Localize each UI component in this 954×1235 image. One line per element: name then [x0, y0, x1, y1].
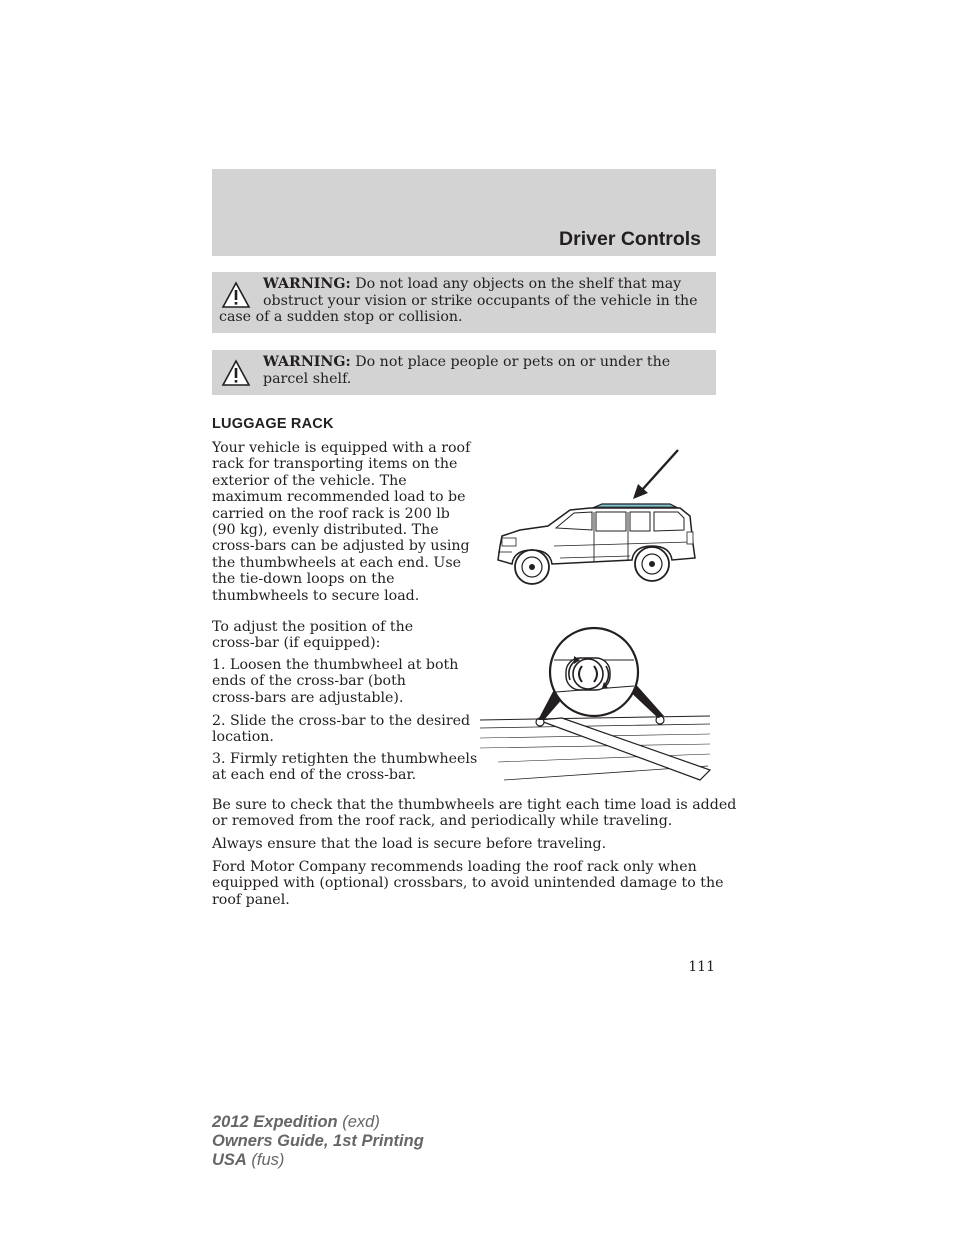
- warning-text: Do not load any objects on the shelf that may obstruct your vision or strike occupants of the vehicle in the case of a sudden stop or collision.: [219, 276, 698, 325]
- secure-paragraph: [212, 836, 606, 852]
- intro-paragraph: [212, 440, 470, 604]
- footer-model: 2012 Expedition: [212, 1113, 338, 1131]
- text-line: ends of the cross-bar (both: [212, 673, 406, 690]
- step-2: [212, 713, 470, 746]
- warning-label: WARNING:: [263, 354, 351, 370]
- text-line: rack for transporting items on the: [212, 456, 458, 473]
- text-line: 1. Loosen the thumbwheel at both: [212, 657, 459, 673]
- warning-triangle-icon: [221, 359, 251, 387]
- text-line: 3. Firmly retighten the thumbwheels: [212, 751, 478, 767]
- footer-market-code: (fus): [246, 1151, 285, 1169]
- text-line: Ford Motor Company recommends loading the roof rack only when: [212, 859, 697, 875]
- footer-guide: Owners Guide, 1st Printing: [212, 1132, 424, 1150]
- text-line: equipped with (optional) crossbars, to avoid unintended damage to the: [212, 875, 724, 892]
- text-line: roof panel.: [212, 891, 290, 908]
- step-3: [212, 751, 477, 784]
- warning-box-shelf: [212, 272, 716, 333]
- text-line: thumbwheels to secure load.: [212, 587, 420, 604]
- text-line: 2. Slide the cross-bar to the desired: [212, 713, 471, 729]
- footer-market: USA: [212, 1151, 247, 1169]
- page-number: 111: [688, 959, 715, 975]
- vehicle-roof-rack-illustration: [490, 446, 710, 594]
- text-line: carried on the roof rack is 200 lb: [212, 505, 450, 522]
- text-line: Your vehicle is equipped with a roof: [212, 440, 471, 456]
- text-line: the tie-down loops on the: [212, 571, 395, 588]
- text-line: exterior of the vehicle. The: [212, 472, 407, 489]
- text-line: the thumbwheels at each end. Use: [212, 554, 462, 571]
- text-line: cross-bar (if equipped):: [212, 635, 381, 652]
- section-heading: LUGGAGE RACK: [212, 416, 334, 432]
- step-1: [212, 657, 458, 706]
- crossbar-thumbwheel-illustration: [478, 620, 714, 784]
- text-line: location.: [212, 729, 274, 746]
- text-line: at each end of the cross-bar.: [212, 767, 417, 784]
- text-line: Always ensure that the load is secure before traveling.: [212, 836, 607, 852]
- text-line: or removed from the roof rack, and periodically while traveling.: [212, 813, 673, 830]
- text-line: cross-bars can be adjusted by using: [212, 538, 470, 555]
- check-paragraph: [212, 797, 736, 830]
- text-line: (90 kg), evenly distributed. The: [212, 522, 439, 539]
- header-band: [212, 169, 716, 256]
- warning-box-parcel-shelf: [212, 350, 716, 395]
- text-line: maximum recommended load to be: [212, 489, 466, 506]
- text-line: cross-bars are adjustable).: [212, 689, 404, 706]
- ford-paragraph: [212, 859, 723, 908]
- warning-label: WARNING:: [263, 276, 351, 292]
- warning-text: Do not place people or pets on or under the parcel shelf.: [263, 354, 671, 387]
- warning-triangle-icon: [221, 281, 251, 309]
- text-line: To adjust the position of the: [212, 619, 414, 635]
- page-title: Driver Controls: [559, 228, 701, 250]
- text-line: Be sure to check that the thumbwheels are tight each time load is added: [212, 797, 737, 813]
- adjust-paragraph: [212, 619, 413, 652]
- footer-model-code: (exd): [337, 1113, 380, 1131]
- document-footer: [212, 1113, 424, 1170]
